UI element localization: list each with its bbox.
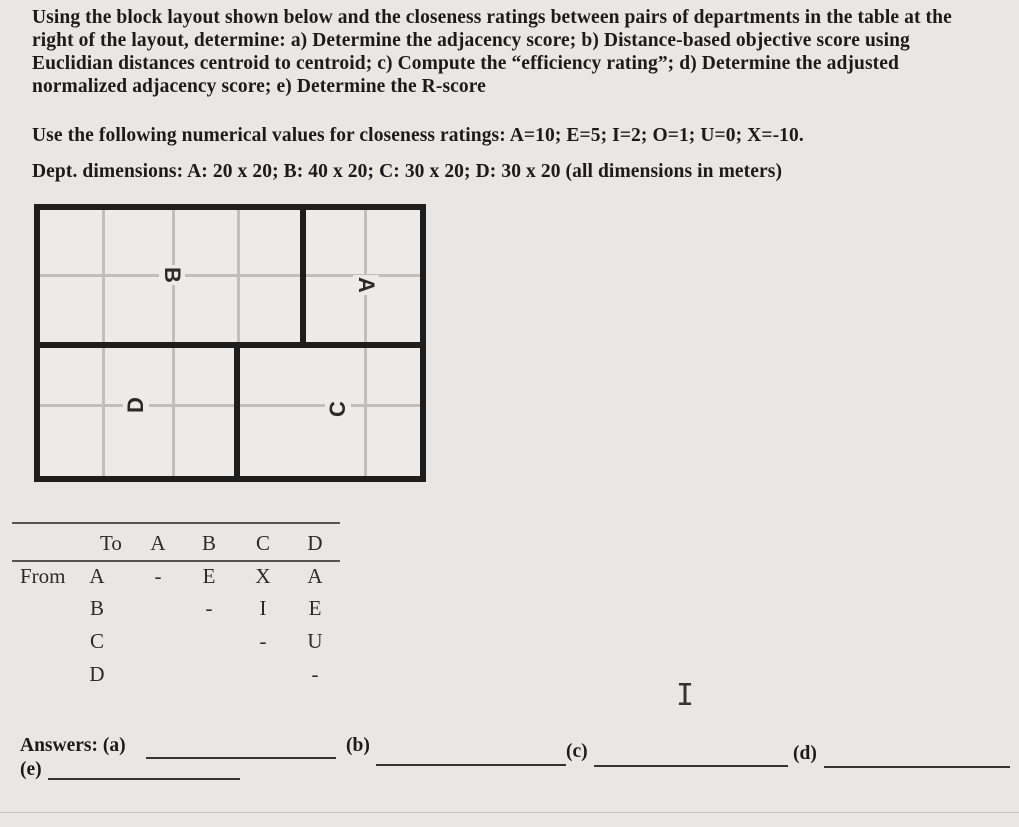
- table-from-label: From: [20, 564, 66, 588]
- table-cell: -: [311, 662, 319, 686]
- problem-statement: [32, 6, 1012, 98]
- dimensions-line: Dept. dimensions: A: 20 x 20; B: 40 x 20; C: 30 x 20; D: 30 x 20 (all dimensions in meters): [32, 161, 783, 182]
- dept-label-b: B: [159, 267, 185, 283]
- table-rule-header: [12, 560, 340, 562]
- table-cell: -: [205, 596, 213, 620]
- wall-horizontal: [34, 342, 426, 348]
- problem-line-2: right of the layout, determine: a) Determine the adjacency score; b) Distance-based objective score using: [32, 30, 910, 51]
- table-rule-top: [12, 522, 340, 524]
- ratings-line: Use the following numerical values for closeness ratings: A=10; E=5; I=2; O=1; U=0; X=-10.: [32, 125, 804, 146]
- table-cell: A: [307, 564, 323, 588]
- row-label-d: D: [89, 662, 105, 686]
- table-cell: E: [202, 564, 216, 588]
- table-cell: I: [259, 596, 267, 620]
- table-cell: -: [259, 629, 267, 653]
- table-cell: E: [308, 596, 322, 620]
- table-to-label: To: [100, 531, 122, 555]
- dept-label-c: C: [324, 401, 350, 417]
- problem-line-1: Using the block layout shown below and the closeness ratings between pairs of departments in the table at the: [32, 7, 952, 28]
- text-cursor-icon: I: [676, 678, 695, 713]
- col-header-a: A: [150, 531, 166, 555]
- answer-a-blank[interactable]: [146, 757, 336, 759]
- answers-label-b: (b): [346, 735, 370, 756]
- block-layout: [34, 204, 432, 486]
- row-label-b: B: [89, 596, 104, 620]
- answers-label-a: Answers: (a): [20, 735, 126, 756]
- table-cell: -: [154, 564, 162, 588]
- wall-b-a: [300, 204, 306, 344]
- row-label-a: A: [89, 564, 105, 588]
- table-cell: U: [307, 629, 323, 653]
- answers-label-c: (c): [566, 741, 588, 762]
- answers-label-d: (d): [793, 743, 817, 764]
- page-edge-rule: [0, 812, 1019, 813]
- dept-label-a: A: [353, 277, 379, 293]
- answer-d-blank[interactable]: [824, 766, 1010, 768]
- grid-line: [237, 210, 240, 344]
- col-header-c: C: [255, 531, 270, 555]
- grid-line: [40, 404, 420, 407]
- answer-b-blank[interactable]: [376, 764, 566, 766]
- answer-e-blank[interactable]: [48, 778, 240, 780]
- col-header-d: D: [307, 531, 323, 555]
- dept-label-d: D: [122, 397, 148, 413]
- wall-d-c: [234, 342, 240, 482]
- answer-c-blank[interactable]: [594, 765, 788, 767]
- row-label-c: C: [89, 629, 104, 653]
- col-header-b: B: [201, 531, 216, 555]
- problem-line-4: normalized adjacency score; e) Determine the R-score: [32, 76, 486, 97]
- answers-label-e: (e): [20, 759, 42, 780]
- table-cell: X: [255, 564, 271, 588]
- problem-line-3: Euclidian distances centroid to centroid; c) Compute the “efficiency rating”; d) Determine the adjusted: [32, 53, 899, 74]
